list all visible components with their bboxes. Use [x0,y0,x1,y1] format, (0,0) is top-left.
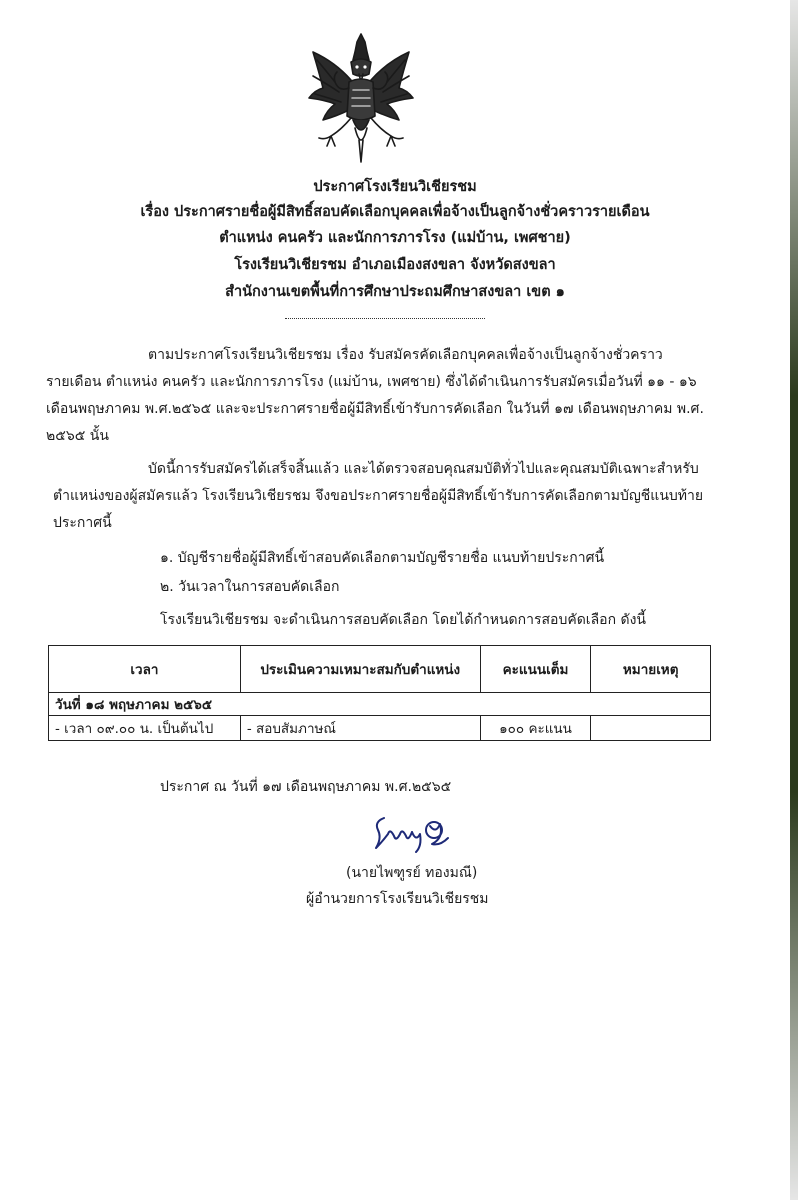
page-edge-shadow [790,0,798,1200]
column-header-time: เวลา [49,646,241,693]
column-header-full-score: คะแนนเต็ม [480,646,591,693]
column-header-remarks: หมายเหตุ [591,646,711,693]
announcement-position: ตำแหน่ง คนครัว และนักการภารโรง (แม่บ้าน, เพศชาย) [219,230,571,246]
schedule-intro: โรงเรียนวิเชียรชม จะดำเนินการสอบคัดเลือก โดยได้กำหนดการสอบคัดเลือก ดังนี้ [160,612,646,628]
announcement-school: โรงเรียนวิเชียรชม อำเภอเมืองสงขลา จังหวัดสงขลา [234,257,556,273]
announcement-title: ประกาศโรงเรียนวิเชียรชม [313,179,477,195]
dotted-divider [285,318,485,319]
exam-date: วันที่ ๑๘ พฤษภาคม ๒๕๖๕ [49,693,711,716]
paragraph-1-line: ตามประกาศโรงเรียนวิเชียรชม เรื่อง รับสมัครคัดเลือกบุคคลเพื่อจ้างเป็นลูกจ้างชั่วคราว [148,347,663,363]
paragraph-1-line: รายเดือน ตำแหน่ง คนครัว และนักการภารโรง (แม่บ้าน, เพศชาย) ซึ่งได้ดำเนินการรับสมัครเมื่อวันที่ ๑๑ - ๑๖ [46,374,697,390]
cell-full-score: ๑๐๐ คะแนน [480,716,591,741]
cell-assessment: - สอบสัมภาษณ์ [240,716,480,741]
signer-position: ผู้อำนวยการโรงเรียนวิเชียรชม [306,891,489,907]
paragraph-2-line: ตำแหน่งของผู้สมัครแล้ว โรงเรียนวิเชียรชม จึงขอประกาศรายชื่อผู้มีสิทธิ์เข้ารับการคัดเลือกตามบัญชีแนบท้าย [53,488,704,504]
cell-remarks [591,716,711,741]
paragraph-2-line: ประกาศนี้ [53,515,112,531]
cell-time: - เวลา ๐๙.๐๐ น. เป็นต้นไป [49,716,241,741]
list-item: ๒. วันเวลาในการสอบคัดเลือก [160,579,340,595]
paragraph-1-line: ๒๕๖๕ นั้น [46,428,109,444]
table-row [49,716,711,741]
announcement-date: ประกาศ ณ วันที่ ๑๗ เดือนพฤษภาคม พ.ศ.๒๕๖๕ [160,779,452,795]
announcement-office: สำนักงานเขตพื้นที่การศึกษาประถมศึกษาสงขลา เขต ๑ [225,284,565,300]
column-header-assessment: ประเมินความเหมาะสมกับตำแหน่ง [240,646,480,693]
exam-schedule-table [48,645,711,741]
handwritten-signature-icon [370,812,460,854]
list-item: ๑. บัญชีรายชื่อผู้มีสิทธิ์เข้าสอบคัดเลือกตามบัญชีรายชื่อ แนบท้ายประกาศนี้ [160,550,605,566]
table-header-row [49,646,711,693]
signer-name: (นายไพฑูรย์ ทองมณี) [346,865,478,881]
paragraph-2-line: บัดนี้การรับสมัครได้เสร็จสิ้นแล้ว และได้ตรวจสอบคุณสมบัติทั่วไปและคุณสมบัติเฉพาะสำหรับ [148,461,699,477]
garuda-emblem-icon [305,32,417,164]
announcement-subject: เรื่อง ประกาศรายชื่อผู้มีสิทธิ์สอบคัดเลือกบุคคลเพื่อจ้างเป็นลูกจ้างชั่วคราวรายเดือน [140,204,650,220]
table-date-row [49,693,711,716]
paragraph-1-line: เดือนพฤษภาคม พ.ศ.๒๕๖๕ และจะประกาศรายชื่อผู้มีสิทธิ์เข้ารับการคัดเลือก ในวันที่ ๑๗ เดือนพฤษภาคม พ.ศ. [46,401,704,417]
